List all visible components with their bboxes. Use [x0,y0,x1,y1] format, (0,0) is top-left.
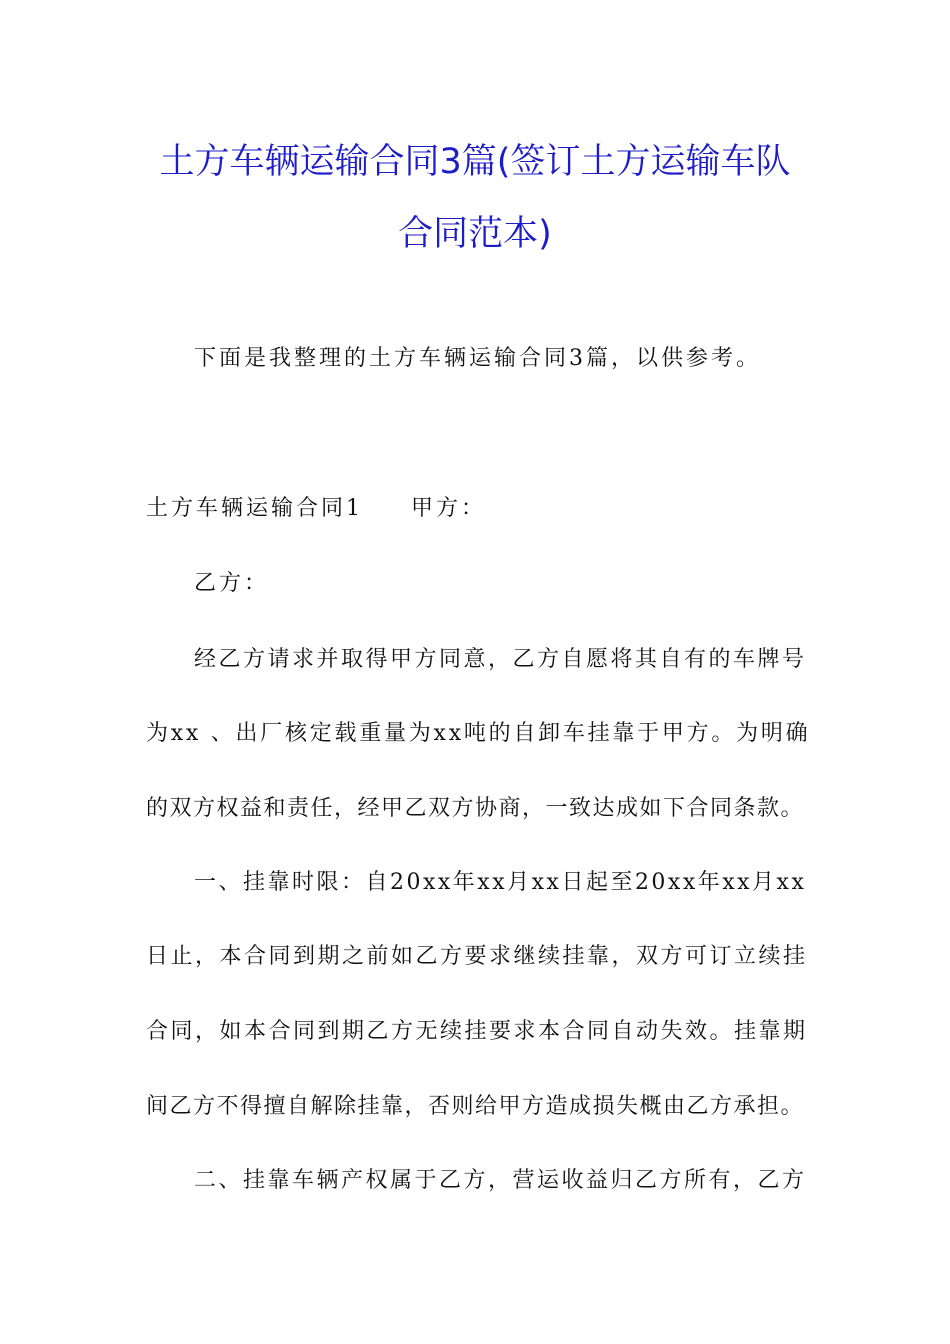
section-heading: 土方车辆运输合同1 [146,496,363,521]
body-line: 经乙方请求并取得甲方同意，乙方自愿将其自有的车牌号 [194,647,807,672]
document-title-line-2: 合同范本) [398,214,552,254]
party-b-label: 乙方： [194,571,270,596]
party-a-label: 甲方： [411,496,487,521]
body-line: 为xx 、出厂核定载重量为xx吨的自卸车挂靠于甲方。为明确 [146,721,811,746]
body-line: 的双方权益和责任，经甲乙双方协商，一致达成如下合同条款。 [146,796,805,821]
document-title-line-1: 土方车辆运输合同3篇(签订土方运输车队 [159,142,791,182]
section-heading-row [146,494,486,524]
body-line: 日止，本合同到期之前如乙方要求继续挂靠，双方可订立续挂 [146,944,808,969]
intro-paragraph: 下面是我整理的土方车辆运输合同3篇，以供参考。 [194,346,761,371]
body-line: 间乙方不得擅自解除挂靠，否则给甲方造成损失概由乙方承担。 [146,1094,805,1119]
body-line: 合同，如本合同到期乙方无续挂要求本合同自动失效。挂靠期 [146,1019,808,1044]
body-line: 一、挂靠时限：自20xx年xx月xx日起至20xx年xx月xx [194,870,807,895]
body-line: 二、挂靠车辆产权属于乙方，营运收益归乙方所有，乙方 [194,1168,807,1193]
